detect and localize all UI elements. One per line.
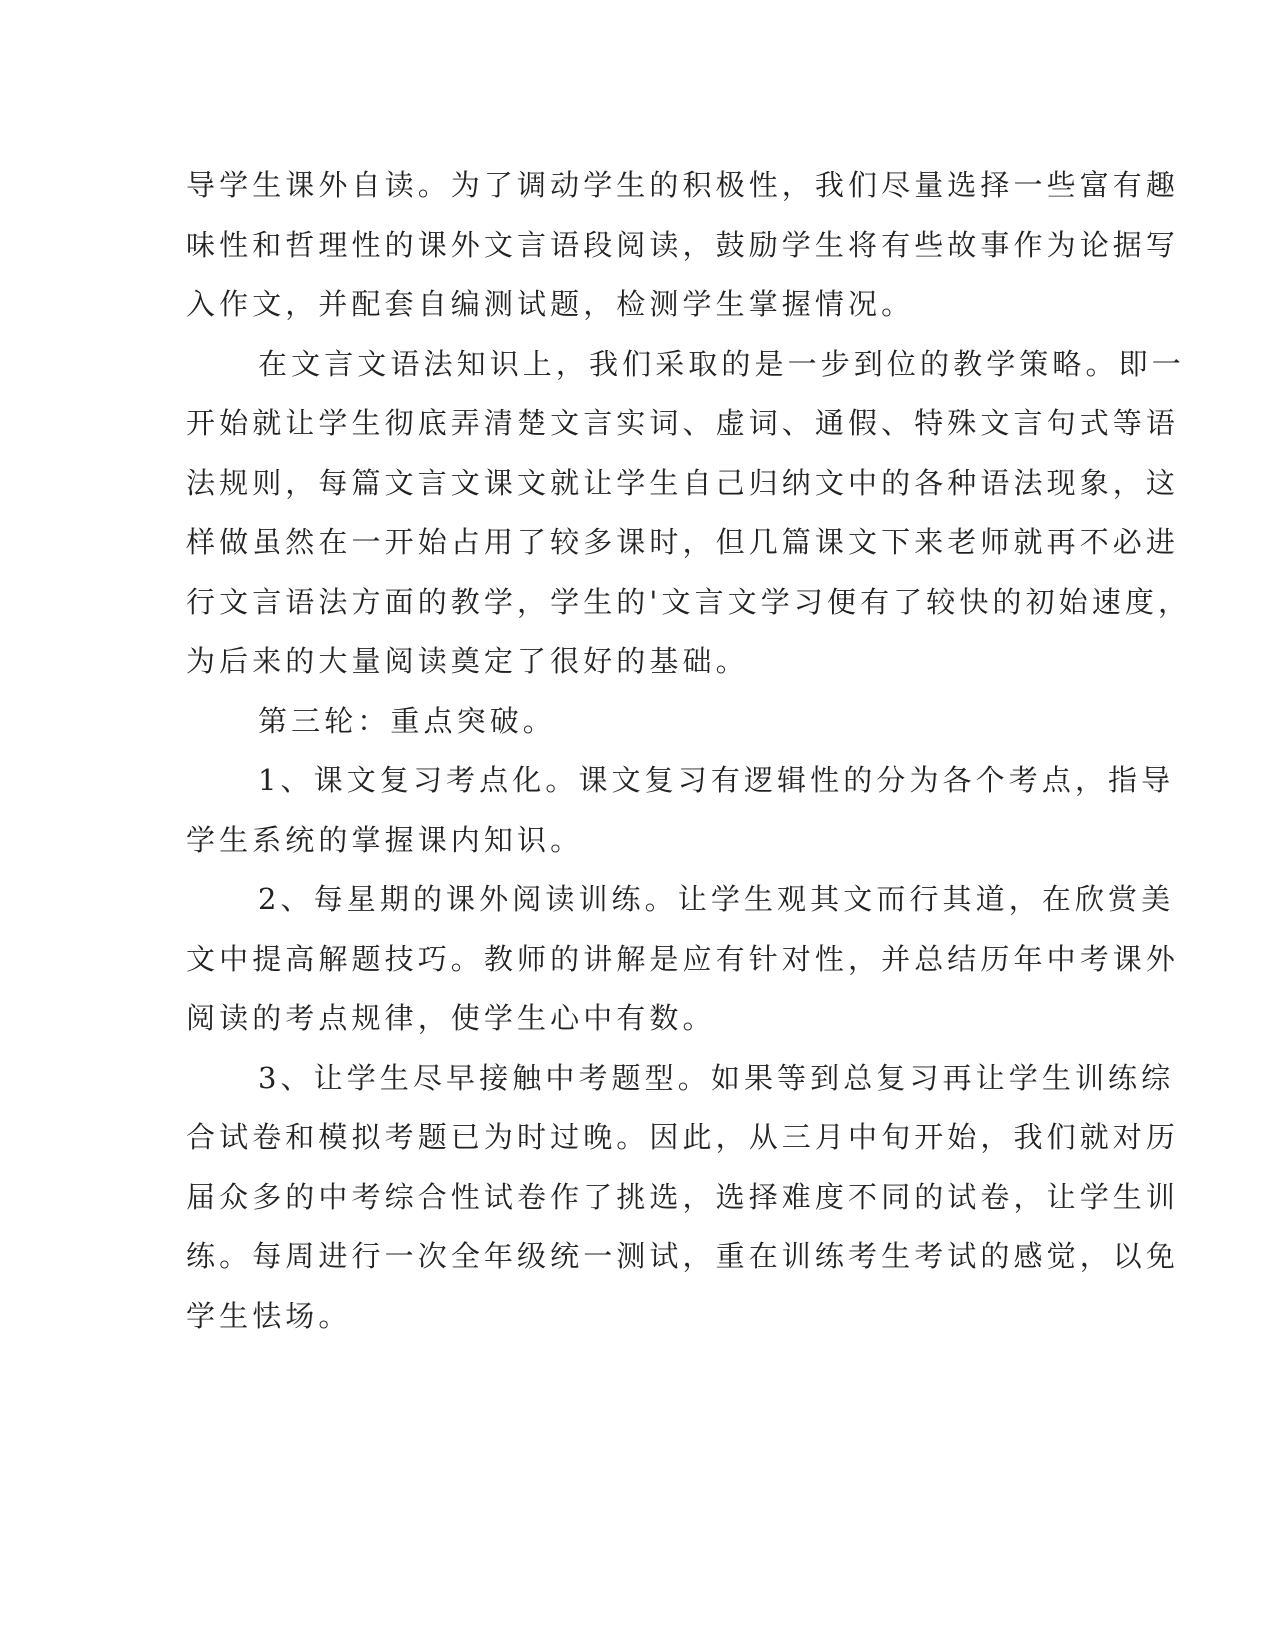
text-line: 法规则，每篇文言文课文就让学生自己归纳文中的各种语法现象，这 (186, 465, 1180, 500)
text-line: 1、课文复习考点化。课文复习有逻辑性的分为各个考点，指导 (258, 763, 1175, 797)
text-line: 在文言文语法知识上，我们采取的是一步到位的教学策略。即一 (258, 346, 1185, 381)
text-line: 阅读的考点规律，使学生心中有数。 (186, 1001, 716, 1035)
text-line: 学生系统的掌握课内知识。 (186, 822, 584, 857)
text-line: 样做虽然在一开始占用了较多课时，但几篇课文下来老师就再不必进 (186, 525, 1180, 559)
text-line: 3、让学生尽早接触中考题型。如果等到总复习再让学生训练综 (258, 1060, 1175, 1095)
text-line: 2、每星期的课外阅读训练。让学生观其文而行其道，在欣赏美 (258, 882, 1175, 916)
text-line: 行文言语法方面的教学，学生的'文言文学习便有了较快的初始速度， (186, 584, 1192, 619)
text-line: 合试卷和模拟考题已为时过晚。因此，从三月中旬开始，我们就对历 (186, 1120, 1180, 1154)
text-line: 第三轮：重点突破。 (258, 703, 556, 738)
text-line: 学生怯场。 (186, 1298, 352, 1333)
text-line: 导学生课外自读。为了调动学生的积极性，我们尽量选择一些富有趣 (186, 168, 1180, 202)
text-line: 味性和哲理性的课外文言语段阅读，鼓励学生将有些故事作为论据写 (186, 227, 1180, 262)
text-line: 练。每周进行一次全年级统一测试，重在训练考生考试的感觉，以免 (186, 1239, 1180, 1273)
text-line: 文中提高解题技巧。教师的讲解是应有针对性，并总结历年中考课外 (186, 941, 1180, 976)
text-line: 为后来的大量阅读奠定了很好的基础。 (186, 644, 749, 678)
text-line: 届众多的中考综合性试卷作了挑选，选择难度不同的试卷，让学生训 (186, 1179, 1180, 1214)
document-body (186, 156, 1192, 1346)
text-line: 入作文，并配套自编测试题，检测学生掌握情况。 (186, 287, 915, 321)
text-line: 开始就让学生彻底弄清楚文言实词、虚词、通假、特殊文言句式等语 (186, 406, 1180, 440)
